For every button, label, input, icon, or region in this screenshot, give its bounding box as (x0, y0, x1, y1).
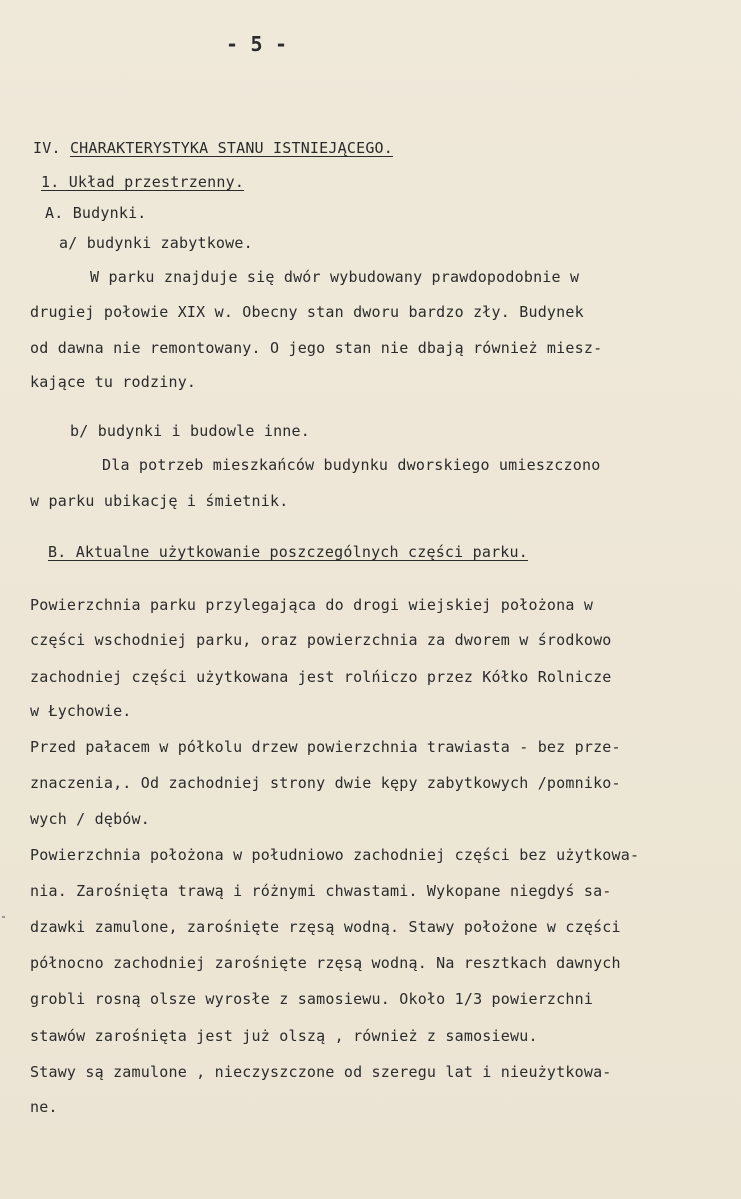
subsection-1-heading: 1. Układ przestrzenny. (41, 173, 245, 191)
page-number: - 5 - (226, 32, 288, 56)
subsection-a-b-heading: b/ budynki i budowle inne. (70, 422, 310, 440)
paragraph-1-line: kające tu rodziny. (30, 373, 197, 391)
paragraph-3-line: zachodniej części użytkowana jest rolńiczo przez Kółko Rolnicze (30, 668, 612, 686)
paragraph-3-line: części wschodniej parku, oraz powierzchnia za dworem w środkowo (30, 631, 612, 649)
paragraph-4-line: wych / dębów. (30, 810, 150, 828)
paragraph-5-line: stawów zarośnięta jest już olszą , również z samosiewu. (30, 1027, 538, 1045)
paragraph-1-line: od dawna nie remontowany. O jego stan nie dbają również miesz- (30, 339, 603, 357)
paragraph-5-line: Powierzchnia położona w południowo zachodniej części bez użytkowa- (30, 846, 640, 864)
paragraph-3-line: Powierzchnia parku przylegająca do drogi wiejskiej położona w (30, 596, 594, 614)
paragraph-1-line: drugiej połowie XIX w. Obecny stan dworu bardzo zły. Budynek (30, 303, 584, 321)
section-title: CHARAKTERYSTYKA STANU ISTNIEJĄCEGO. (69, 139, 394, 157)
paragraph-5-line: dzawki zamulone, zarośnięte rzęsą wodną. Stawy położone w części (30, 918, 621, 936)
paragraph-5-line: nia. Zarośnięta trawą i różnymi chwastami. Wykopane niegdyś sa- (30, 882, 612, 900)
section-number: IV. (33, 139, 61, 157)
paragraph-4-line: Przed pałacem w półkolu drzew powierzchnia trawiasta - bez prze- (30, 738, 621, 756)
paragraph-4-line: znaczenia,. Od zachodniej strony dwie kępy zabytkowych /pomniko- (30, 774, 621, 792)
subsection-a-a-heading: a/ budynki zabytkowe. (59, 234, 253, 252)
paragraph-5-line: ne. (30, 1098, 58, 1116)
paragraph-3-line: w Łychowie. (30, 702, 132, 720)
subsection-a-heading: A. Budynki. (45, 204, 147, 222)
paragraph-5-line: grobli rosną olsze wyrosłe z samosiewu. Około 1/3 powierzchni (30, 990, 594, 1008)
section-heading (33, 141, 393, 156)
paragraph-2-line: Dla potrzeb mieszkańców budynku dworskiego umieszczono (102, 456, 601, 474)
subsection-b-title: B. Aktualne użytkowanie poszczególnych części parku. (48, 543, 528, 561)
paragraph-2-line: w parku ubikację i śmietnik. (30, 492, 289, 510)
margin-speck (2, 916, 5, 918)
subsection-b-heading (48, 545, 528, 560)
paragraph-5-line: Stawy są zamulone , nieczyszczone od szeregu lat i nieużytkowa- (30, 1063, 612, 1081)
paragraph-1-line: W parku znajduje się dwór wybudowany prawdopodobnie w (90, 268, 580, 286)
paragraph-5-line: północno zachodniej zarośnięte rzęsą wodną. Na resztkach dawnych (30, 954, 621, 972)
